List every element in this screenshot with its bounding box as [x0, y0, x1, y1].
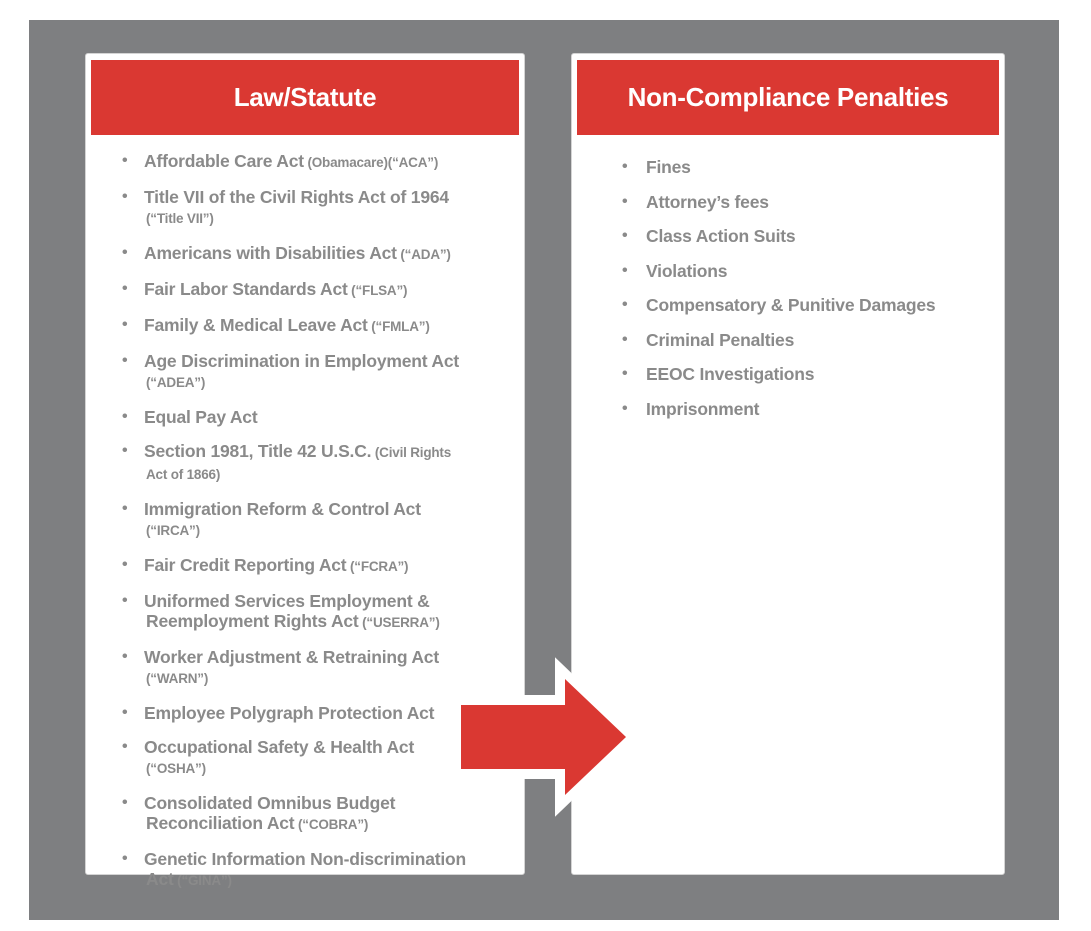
bullet-icon: • — [122, 280, 128, 297]
law-list-item — [122, 441, 512, 485]
law-list-item — [122, 849, 512, 891]
law-list-item — [122, 315, 512, 337]
penalties-list — [622, 157, 992, 433]
penalty-list-item — [622, 399, 992, 419]
law-name: Occupational Safety & Health Act — [144, 737, 415, 757]
law-list-item — [122, 351, 512, 393]
law-abbreviation: (“ADEA”) — [146, 375, 206, 390]
law-name-continued: Act — [146, 869, 174, 889]
bullet-icon: • — [122, 188, 128, 205]
penalty-name: EEOC Investigations — [646, 364, 815, 384]
bullet-icon: • — [622, 330, 628, 348]
bullet-icon: • — [122, 152, 128, 169]
penalty-list-item — [622, 261, 992, 281]
penalty-name: Compensatory & Punitive Damages — [646, 295, 936, 315]
law-abbreviation: (“OSHA”) — [146, 761, 206, 776]
law-list-item — [122, 555, 512, 577]
law-abbreviation: (“FCRA”) — [346, 559, 409, 574]
law-second-line — [144, 371, 512, 393]
law-list-item — [122, 407, 512, 427]
law-second-line — [144, 463, 512, 485]
law-abbreviation: (“IRCA”) — [146, 523, 200, 538]
law-abbreviation: (“Title VII”) — [146, 211, 214, 226]
penalty-list-item — [622, 330, 992, 350]
law-name: Americans with Disabilities Act — [144, 243, 397, 263]
law-abbreviation: (Obamacare)(“ACA”) — [303, 155, 439, 170]
law-abbreviation: Act of 1866) — [146, 467, 221, 482]
penalty-list-item — [622, 157, 992, 177]
bullet-icon: • — [622, 192, 628, 210]
law-abbreviation: (“FLSA”) — [347, 283, 408, 298]
penalty-list-item — [622, 226, 992, 246]
law-abbreviation: (“FMLA”) — [367, 319, 430, 334]
bullet-icon: • — [622, 365, 628, 382]
law-name: Employee Polygraph Protection Act — [144, 703, 435, 723]
penalty-name: Fines — [646, 157, 691, 177]
law-list — [122, 151, 512, 905]
law-name: Uniformed Services Employment & — [144, 591, 430, 611]
law-list-item — [122, 279, 512, 301]
bullet-icon: • — [622, 261, 628, 279]
bullet-icon: • — [122, 556, 128, 573]
penalty-list-item — [622, 364, 992, 384]
bullet-icon: • — [122, 704, 128, 721]
bullet-icon: • — [122, 850, 128, 867]
penalty-list-item — [622, 192, 992, 212]
law-name: Fair Labor Standards Act — [144, 279, 348, 299]
law-name-continued: Reemployment Rights Act — [146, 611, 359, 631]
penalties-header: Non-Compliance Penalties — [577, 60, 999, 135]
law-abbreviation: (Civil Rights — [371, 445, 452, 460]
law-second-line — [144, 207, 512, 229]
penalty-list-item — [622, 295, 992, 315]
law-abbreviation: (“GINA”) — [173, 873, 232, 888]
right-arrow-icon — [455, 657, 635, 817]
law-second-line — [144, 611, 512, 633]
law-name: Fair Credit Reporting Act — [144, 555, 347, 575]
law-name: Family & Medical Leave Act — [144, 315, 368, 335]
penalties-panel — [571, 53, 1005, 875]
law-list-item — [122, 737, 512, 779]
law-name: Genetic Information Non-discrimination — [144, 849, 467, 869]
law-list-item — [122, 591, 512, 633]
bullet-icon: • — [122, 592, 128, 609]
law-list-item — [122, 499, 512, 541]
bullet-icon: • — [122, 316, 128, 333]
bullet-icon: • — [622, 227, 628, 244]
law-list-item — [122, 793, 512, 835]
law-list-item — [122, 647, 512, 689]
law-list-item — [122, 243, 512, 265]
bullet-icon: • — [122, 648, 128, 665]
law-name: Section 1981, Title 42 U.S.C. — [144, 441, 372, 461]
law-name: Worker Adjustment & Retraining Act — [144, 647, 439, 667]
bullet-icon: • — [622, 399, 628, 417]
law-abbreviation: (“WARN”) — [146, 671, 209, 686]
law-list-item — [122, 703, 512, 723]
bullet-icon: • — [122, 794, 128, 811]
bullet-icon: • — [122, 408, 128, 425]
law-name: Title VII of the Civil Rights Act of 1964 — [144, 187, 449, 207]
law-name: Immigration Reform & Control Act — [144, 499, 421, 519]
law-abbreviation: (“COBRA”) — [294, 817, 369, 832]
bullet-icon: • — [622, 296, 628, 313]
law-abbreviation: (“USERRA”) — [358, 615, 440, 630]
law-statute-header: Law/Statute — [91, 60, 519, 135]
penalty-name: Imprisonment — [646, 398, 760, 419]
law-abbreviation: (“ADA”) — [396, 247, 451, 262]
law-name: Equal Pay Act — [144, 407, 258, 427]
penalty-name: Violations — [646, 260, 728, 281]
law-name-continued: Reconciliation Act — [146, 813, 295, 833]
bullet-icon: • — [622, 158, 628, 175]
bullet-icon: • — [122, 352, 128, 369]
law-name: Consolidated Omnibus Budget — [144, 793, 396, 813]
law-second-line — [144, 869, 512, 891]
law-list-item — [122, 187, 512, 229]
law-second-line — [144, 519, 512, 541]
penalty-name: Class Action Suits — [646, 226, 796, 246]
bullet-icon: • — [122, 442, 128, 459]
law-list-item — [122, 151, 512, 173]
penalty-name: Criminal Penalties — [646, 329, 795, 350]
law-name: Affordable Care Act — [144, 151, 304, 171]
law-name: Age Discrimination in Employment Act — [144, 351, 459, 371]
penalty-name: Attorney’s fees — [646, 191, 769, 212]
bullet-icon: • — [122, 500, 128, 517]
bullet-icon: • — [122, 244, 128, 261]
bullet-icon: • — [122, 738, 128, 755]
